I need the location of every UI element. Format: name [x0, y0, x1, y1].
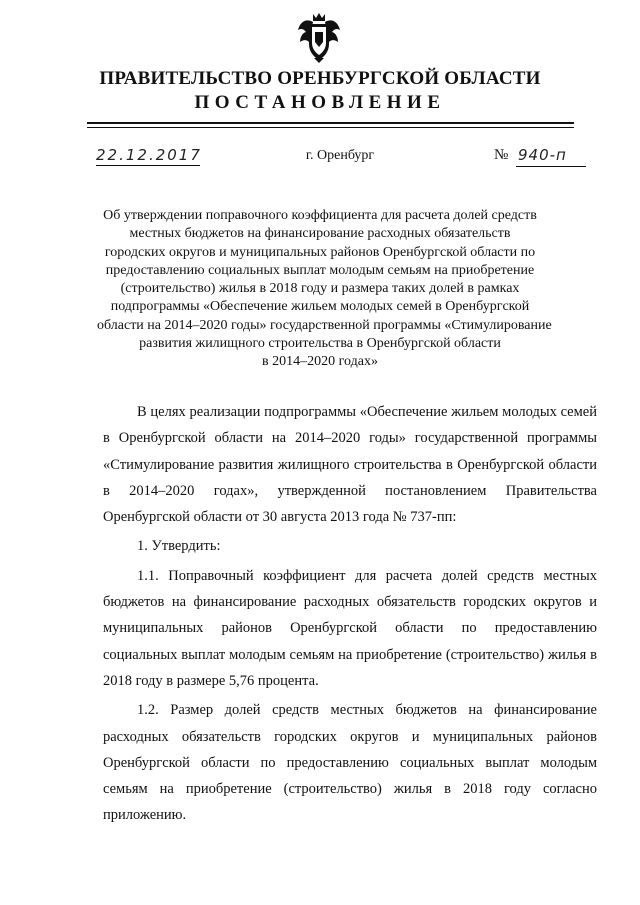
title-line: городских округов и муниципальных районов Оренбургской области по	[104, 244, 536, 260]
title-line: Об утверждении поправочного коэффициента для расчета долей средств	[103, 208, 537, 223]
item-1: 1. Утвердить:	[137, 538, 221, 555]
title-line: предоставлению социальных выплат молодым семьям на приобретение	[105, 262, 535, 278]
title-line: (строительство) жилья в 2018 году и размера таких долей в рамках	[120, 281, 520, 297]
document-number	[494, 146, 590, 168]
title-line: области на 2014–2020 годы» государственной программы «Стимулирование	[97, 317, 552, 333]
date-value: 22.12.2017	[96, 146, 202, 164]
date-underline	[96, 165, 200, 166]
title-line: в 2014–2020 годах»	[262, 354, 378, 370]
number-value: 940-п	[518, 146, 567, 164]
header-rule-thin	[87, 127, 574, 128]
document-title	[97, 207, 552, 372]
item-1-2: 1.2. Размер долей средств местных бюджетов на финансирование расходных обязательств городских округов и муниципальных районов Оренбургской области по предоставлению социальных выплат молодым семьям на приобретение (строительство) жилья в 2018 году согласно приложению.	[103, 702, 597, 824]
number-underline	[516, 166, 586, 167]
item-1-1: 1.1. Поправочный коэффициент для расчета долей средств местных бюджетов на финансирование расходных обязательств городских округов и муниципальных районов Оренбургской области по предоставлению социальных выплат молодым семьям на приобретение (строительство) жилья в 2018 году в размере 5,76 процента.	[103, 567, 597, 689]
document-type: ПОСТАНОВЛЕНИЕ	[194, 92, 446, 113]
document-body	[103, 399, 597, 829]
document-city: г. Оренбург	[305, 148, 375, 163]
title-line: местных бюджетов на финансирование расходных обязательств	[129, 226, 511, 242]
document-date	[96, 146, 200, 166]
organization-name: ПРАВИТЕЛЬСТВО ОРЕНБУРГСКОЙ ОБЛАСТИ	[99, 68, 541, 89]
coat-of-arms-icon	[296, 12, 342, 64]
number-label: №	[494, 147, 509, 163]
title-line: подпрограммы «Обеспечение жильем молодых семей в Оренбургской	[110, 299, 530, 315]
header-rule-thick	[87, 122, 574, 124]
title-line: развития жилищного строительства в Оренбургской области	[139, 336, 501, 352]
intro-paragraph: В целях реализации подпрограммы «Обеспечение жильем молодых семей в Оренбургской области на 2014–2020 годы» государственной программы «Стимулирование развития жилищного строительства в Оренбургской области в 2014–2020 годах», утвержденной постановлением Правительства Оренбургской области от 30 августа 2013 года № 737-пп:	[103, 404, 597, 526]
